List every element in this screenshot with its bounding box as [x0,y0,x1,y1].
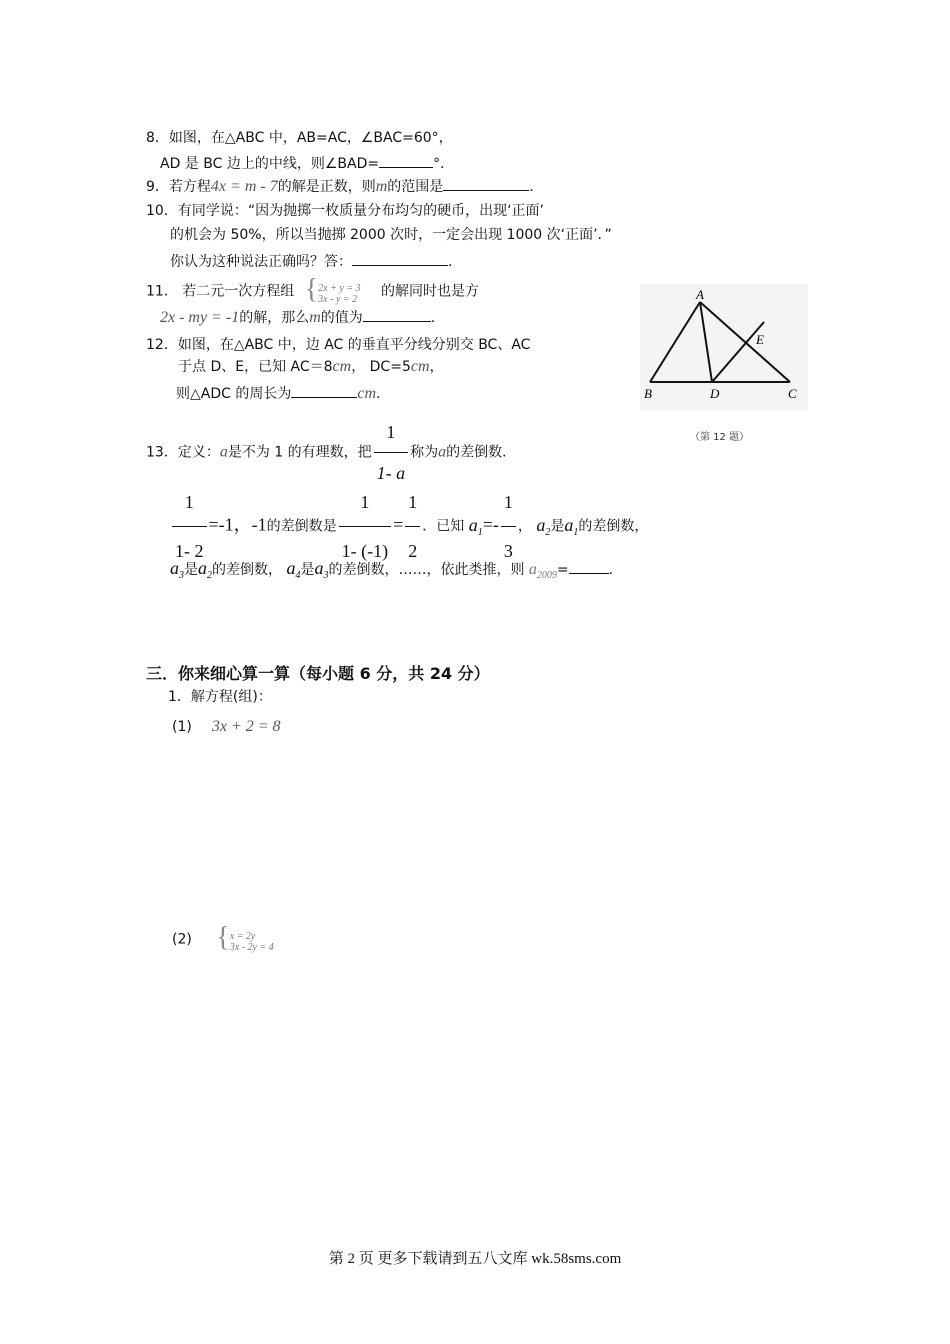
q10-line3: 你认为这种说法正确吗？答： . [170,251,452,271]
section-3-item1: 1．解方程(组)： [168,689,272,705]
q11-line2: 2x - my = -1的解，那么m的值为 . [160,309,436,326]
q9: 9．若方程4x = m - 7的解是正数，则m的范围是 . [146,178,534,195]
q13-example2-result: $\frac{1}{2}$ [405,478,420,575]
label-c: C [788,386,797,401]
q13-a1-fraction: $\frac{1}{3}$ [501,478,516,575]
q9-answer-blank [443,176,529,191]
q13-line3: $a_3$是$a_2$的差倒数， $a_4$是$a_3$的差倒数，……，依此类推，则 $a_{2009}=$ . [170,558,614,581]
q12-line3: 则△ADC 的周长为 cm. [176,385,381,402]
figure-caption: （第 12 题） [690,432,750,443]
q13-example1-fraction: $\frac{1}{1- 2}$ [172,478,207,575]
label-e: E [756,332,764,347]
label-d: D [710,386,720,401]
q8-answer-blank [379,153,433,168]
label-b: B [644,386,652,401]
q11-line1: 11． 若二元一次方程组 {2x + y = 3 3x - y = 2 的解同时也是方 [146,274,479,305]
q13-line1: 13．定义：a是不为 1 的有理数，把 $\frac{1}{1- a}$ 称为a的差倒数． [146,412,516,493]
problem-1: (1) 3x + 2 = 8 [172,718,281,735]
page-footer: 第 2 页 更多下载请到五八文库 wk.58sms.com [328,1251,622,1267]
q11-answer-blank [363,307,431,322]
problem-2: (2) {x = 2y 3x - 2y = 4 [172,922,274,953]
figure-background [640,284,808,410]
problem-2-equation-system: {x = 2y 3x - 2y = 4 [216,922,274,953]
q12-answer-blank [291,383,357,398]
q13-line2: $\frac{1}{1- 2}$ =-1，-1的差倒数是 $\frac{1}{1- (-1)}$ = $\frac{1}{2}$ ．已知 $a_1=-$ $\frac{1}{3}$ ， $a_2$是$a_1$的差倒数， [170,478,648,575]
label-a: A [696,287,704,302]
q11-equation-system: {2x + y = 3 3x - y = 2 [304,274,361,305]
q12-line1: 12．如图，在△ABC 中，边 AC 的垂直平分线分别交 BC、AC [146,337,531,353]
q10-line2: 的机会为 50%，所以当抛掷 2000 次时，一定会出现 1000 次‘正面’．” [170,227,612,243]
q12-line2: 于点 D、E，已知 AC＝8cm， DC=5cm， [178,358,444,375]
q10-line1: 10．有同学说：“因为抛掷一枚质量分布均匀的硬币，出现‘正面’ [146,203,544,219]
q8-line2: AD 是 BC 边上的中线，则∠BAD= °． [160,153,454,173]
q13-answer-blank [569,559,609,574]
q13-example2-fraction: $\frac{1}{1- (-1)}$ [339,478,391,575]
q8-line1: 8．如图，在△ABC 中，AB=AC，∠BAC=60°， [146,130,453,146]
q13-definition-fraction: $\frac{1}{1- a}$ [374,412,409,493]
q10-answer-blank [352,251,448,266]
triangle-figure [640,284,808,410]
section-3-title: 三．你来细心算一算（每小题 6 分，共 24 分） [146,664,490,683]
